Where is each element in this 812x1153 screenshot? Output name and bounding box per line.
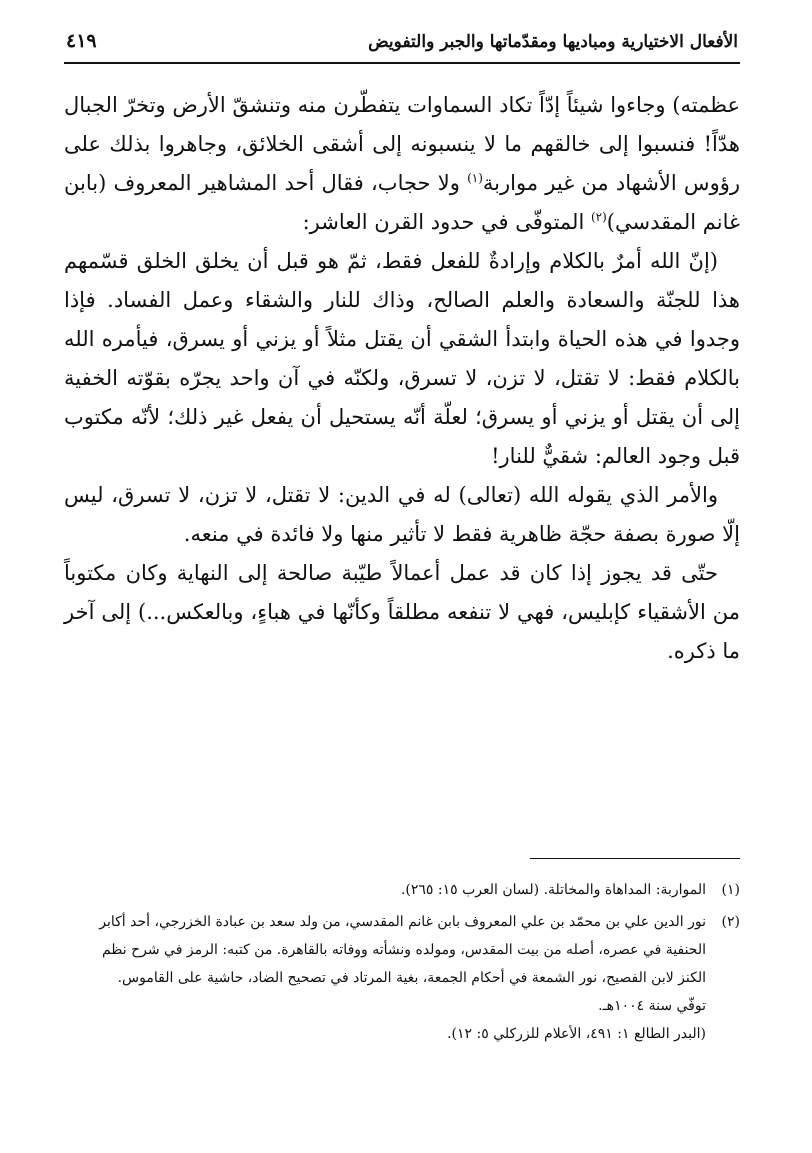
paragraph-1	[64, 86, 740, 242]
text-line: إلى أن يقتل أو يزني أو يسرق؛ لعلّة أنّه يستحيل أن يفعل غير ذلك؛ لأنّه مكتوب	[64, 405, 740, 429]
footnote-marker-1[interactable]: (١)	[467, 171, 483, 185]
text-line: حتّى قد يجوز إذا كان قد عمل أعمالاً طيّبة صالحة إلى النهاية وكان	[125, 561, 718, 585]
footnote-1	[64, 876, 740, 904]
text-line: ولا حجاب، فقال أحد المشاهير	[198, 171, 468, 195]
text-line: وجدوا في هذه الحياة وابتدأ الشقي أن يقتل مثلاً أو يزني أو يسرق، فيأمره الله	[64, 327, 740, 351]
footnote-line: المواربة: المداهاة والمخاتلة. (لسان العرب ١٥: ٢٦٥).	[400, 882, 706, 898]
footnote-number: (١)	[721, 882, 740, 898]
footnote-line: الكنز لابن الفصيح، نور الشمعة في أحكام الجمعة، بغية المرتاد في تصحيح الضاد، حاشية على القاموس.	[117, 970, 706, 986]
footnote-line: نور الدين علي بن محمّد بن علي المعروف بابن غانم المقدسي، من ولد سعد بن عبادة الخزرجي، أحد أكابر	[99, 914, 706, 930]
text-line: على رؤوس الأشهاد من غير مواربة	[64, 132, 740, 195]
paragraph-3	[64, 476, 740, 554]
running-header	[64, 30, 740, 64]
text-line: والأمر الذي يقوله الله (تعالى) له في الدين: لا تقتل، لا تزن، لا تسرق،	[111, 483, 718, 507]
footnote-2	[64, 908, 740, 1048]
chapter-title: الأفعال الاختيارية ومباديها ومقدّماتها والجبر والتفويض	[368, 32, 738, 52]
footnote-line: الحنفية في عصره، أصله من بيت المقدس، ومولده ونشأته ووفاته بالقاهرة. من كتبه: الرمز في شرح نظم	[101, 942, 706, 958]
paragraph-2	[64, 242, 740, 476]
text-line: بالكلام فقط: لا تقتل، لا تزن، لا تسرق، ولكنّه في آن واحد يجرّه بقوّته الخفية	[64, 366, 740, 390]
text-line: هذا للجنّة والسعادة والعلم الصالح، وذاك للنار والشقاء وعمل الفساد. فإذا	[64, 288, 740, 312]
text-line: ليس إلّا صورة بصفة حجّة ظاهرية فقط لا تأثير منها ولا فائدة في منعه.	[64, 483, 740, 546]
text-line: الجبال هدّاً! فنسبوا إلى خالقهم ما لا ينسبونه إلى أشقى الخلائق، وجاهروا بذلك	[64, 93, 740, 156]
footnote-number: (٢)	[721, 914, 740, 930]
text-line: قبل وجود العالم: شقيٌّ للنار!	[491, 444, 740, 468]
page-number: ٤١٩	[66, 30, 97, 52]
text-line: المتوفّى في حدود القرن العاشر:	[302, 210, 591, 234]
text-line: عظمته) وجاءوا شيئاً إدّاً تكاد السماوات يتفطّرن منه وتنشقّ الأرض وتخرّ	[124, 93, 740, 117]
footnote-line: (البدر الطالع ١: ٤٩١، الأعلام للزركلي ٥: ١٢).	[447, 1026, 706, 1042]
book-page	[64, 30, 740, 1130]
text-line: إلى آخر ما ذكره.	[64, 600, 740, 663]
paragraph-4	[64, 554, 740, 671]
footnotes-section	[64, 876, 740, 1052]
footnote-text	[64, 876, 706, 904]
text-line: (إنّ الله أمرٌ بالكلام وإرادةٌ للفعل فقط، ثمّ هو قبل أن يخلق الخلق قسّمهم	[64, 249, 718, 273]
footnote-separator	[530, 858, 740, 859]
main-text	[64, 86, 740, 671]
footnote-line: توفّي سنة ١٠٠٤هـ.	[598, 998, 706, 1014]
footnote-marker-2[interactable]: (٢)	[590, 210, 607, 224]
text-line: مكتوباً من الأشقياء كإبليس، فهي لا تنفعه مطلقاً وكأنّها في هباءٍ، وبالعكس...)	[64, 561, 740, 624]
footnote-text	[64, 908, 706, 1048]
text-line: المعروف (بابن غانم المقدسي)	[64, 171, 740, 234]
